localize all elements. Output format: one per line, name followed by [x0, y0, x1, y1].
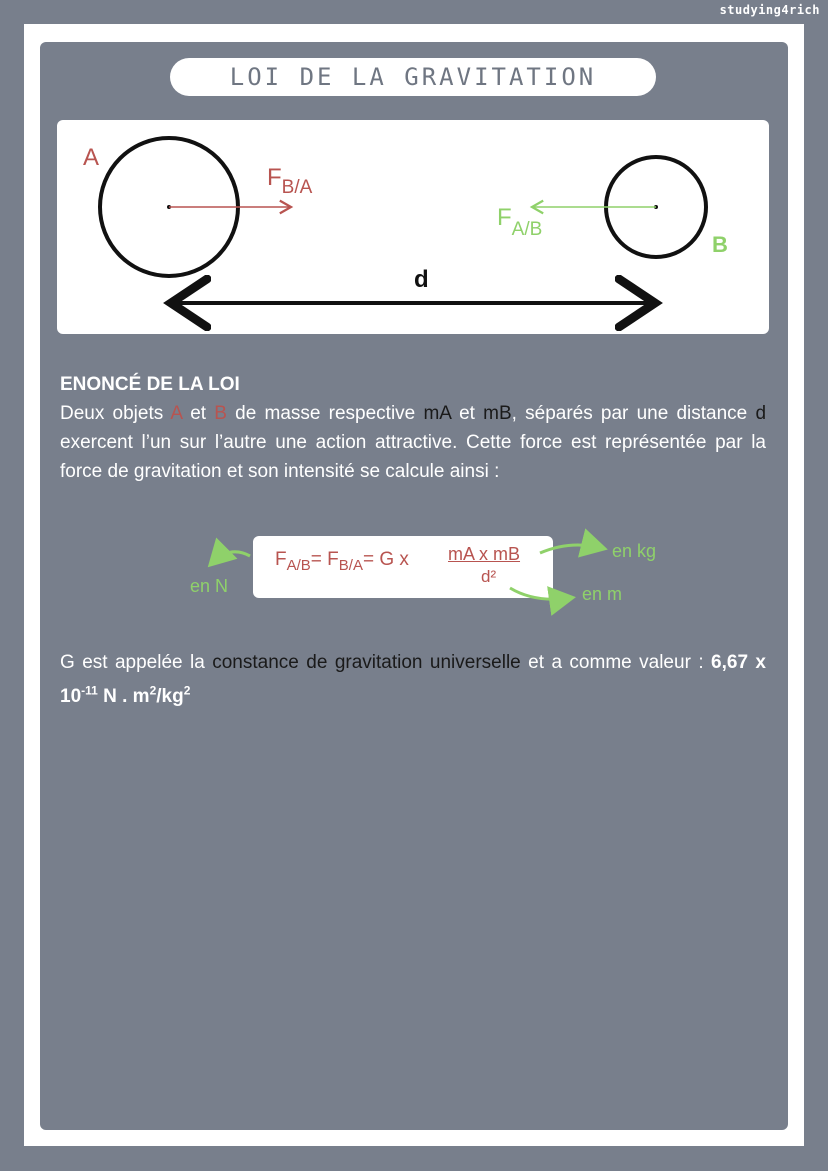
- text-segment: de masse respective: [226, 403, 424, 424]
- term-gravitational-constant: constance de gravitation universelle: [212, 652, 521, 673]
- formula-f2-sub: B/A: [338, 556, 363, 574]
- formula-f1: F: [275, 549, 287, 570]
- unit-kg-label: en kg: [612, 541, 657, 561]
- term-mass-b: mB: [483, 403, 512, 424]
- value-unit-exponent: 2: [149, 684, 157, 698]
- statement-heading: ENONCÉ DE LA LOI: [60, 374, 240, 395]
- value-exponent: -11: [81, 684, 98, 698]
- formula-equals-1: =: [310, 549, 328, 570]
- arrow-to-kg: [540, 545, 602, 553]
- arrow-to-m: [510, 588, 570, 599]
- text-segment: G est appelée la: [60, 652, 213, 673]
- term-mass-a: mA: [423, 403, 451, 424]
- force-ab-main: F: [497, 204, 512, 231]
- formula-denominator: d²: [481, 567, 497, 586]
- text-segment: , séparés par une distance: [511, 403, 756, 424]
- text-segment: exercent l’un sur l’autre une action attractive. Cette force est représentée par la force de gravitation et son intensité se calcule ainsi :: [60, 432, 766, 482]
- formula-f1-sub: A/B: [286, 556, 311, 574]
- term-object-b: B: [214, 403, 227, 424]
- value-mantissa: 6,67 x 10: [60, 652, 767, 708]
- text-segment: Deux objets: [60, 403, 171, 424]
- formula-f2: F: [327, 549, 339, 570]
- unit-m-label: en m: [582, 584, 623, 604]
- force-ab-sub: A/B: [511, 219, 543, 240]
- unit-newton-label: en N: [190, 576, 229, 596]
- formula-numerator: mA x mB: [448, 544, 521, 564]
- term-distance: d: [755, 403, 767, 424]
- label-a: A: [83, 144, 100, 171]
- value-unit-b: /kg: [156, 686, 184, 708]
- value-unit-a: N . m: [97, 686, 150, 708]
- label-b: B: [712, 232, 728, 257]
- page-title: LOI DE LA GRAVITATION: [229, 63, 597, 91]
- text-segment: et: [450, 403, 484, 424]
- text-segment: et a comme valeur :: [520, 652, 712, 673]
- force-ba-main: F: [267, 164, 282, 191]
- formula-equals-2: = G x: [362, 549, 409, 570]
- watermark: studying4rich: [719, 3, 820, 17]
- constant-paragraph: [60, 648, 766, 711]
- arrow-to-newton: [212, 552, 250, 563]
- force-ba-sub: B/A: [281, 177, 313, 198]
- term-object-a: A: [170, 403, 183, 424]
- value-unit-exponent-2: 2: [183, 684, 191, 698]
- text-segment: et: [182, 403, 215, 424]
- distance-label: d: [414, 266, 429, 293]
